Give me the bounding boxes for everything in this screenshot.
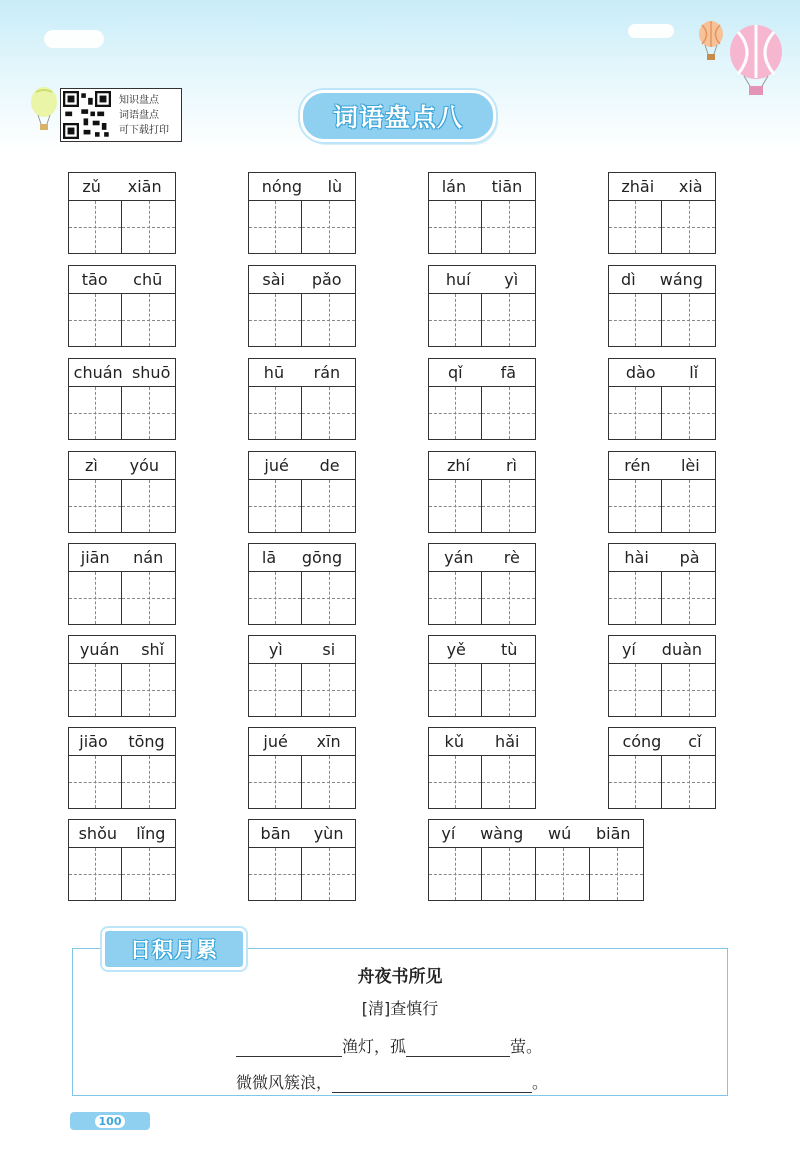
- tianzige-cell[interactable]: [428, 479, 482, 533]
- pinyin-syllable: yùn: [313, 824, 344, 843]
- pinyin-row: [608, 727, 716, 755]
- word-box: [68, 265, 176, 347]
- tianzige-cell[interactable]: [428, 200, 482, 254]
- word-box: [248, 265, 356, 347]
- tianzige-cell[interactable]: [482, 663, 536, 717]
- word-box: [428, 635, 536, 717]
- word-box: [248, 635, 356, 717]
- tianzige-cell[interactable]: [662, 200, 716, 254]
- page-title: 词语盘点八: [332, 103, 463, 132]
- tianzige-cell[interactable]: [248, 755, 302, 809]
- tianzige-cell[interactable]: [68, 386, 122, 440]
- pinyin-syllable: yì: [268, 640, 283, 659]
- tianzige-cell[interactable]: [662, 293, 716, 347]
- pinyin-syllable: shǐ: [141, 640, 165, 659]
- writing-cells: [248, 200, 356, 254]
- pinyin-syllable: tù: [501, 640, 518, 659]
- word-box: [608, 451, 716, 533]
- writing-cells: [428, 755, 536, 809]
- pinyin-syllable: tiān: [491, 177, 523, 196]
- pinyin-row: [428, 635, 536, 663]
- word-box: [68, 172, 176, 254]
- pinyin-syllable: de: [319, 456, 340, 475]
- writing-cells: [608, 479, 716, 533]
- tianzige-cell[interactable]: [68, 755, 122, 809]
- pinyin-row: [248, 635, 356, 663]
- pinyin-syllable: lā: [261, 548, 277, 567]
- word-box: [68, 635, 176, 717]
- tianzige-cell[interactable]: [248, 571, 302, 625]
- pinyin-syllable: yí: [621, 640, 636, 659]
- tianzige-cell[interactable]: [482, 200, 536, 254]
- pinyin-row: [248, 727, 356, 755]
- tianzige-cell[interactable]: [122, 200, 176, 254]
- pinyin-row: [248, 451, 356, 479]
- pinyin-row: [428, 543, 536, 571]
- pinyin-syllable: hū: [263, 363, 285, 382]
- word-box: [248, 172, 356, 254]
- pinyin-syllable: fā: [500, 363, 516, 382]
- word-box: [608, 543, 716, 625]
- qr-caption-line: 知识盘点: [119, 94, 159, 106]
- tianzige-cell[interactable]: [482, 479, 536, 533]
- pinyin-syllable: hài: [624, 548, 649, 567]
- balloon-icon-large: [726, 24, 786, 96]
- tianzige-cell[interactable]: [248, 293, 302, 347]
- word-box: [68, 358, 176, 440]
- pinyin-syllable: xià: [678, 177, 703, 196]
- pinyin-syllable: cóng: [622, 732, 662, 751]
- pinyin-syllable: zì: [84, 456, 98, 475]
- pinyin-row: [608, 265, 716, 293]
- tianzige-cell[interactable]: [662, 479, 716, 533]
- pinyin-syllable: cǐ: [688, 732, 702, 751]
- pinyin-row: [428, 172, 536, 200]
- tianzige-cell[interactable]: [302, 755, 356, 809]
- pinyin-syllable: shǒu: [78, 824, 117, 843]
- pinyin-row: [68, 451, 176, 479]
- pinyin-syllable: yán: [444, 548, 474, 567]
- tianzige-cell[interactable]: [68, 663, 122, 717]
- pinyin-syllable: pà: [679, 548, 700, 567]
- pinyin-syllable: zhāi: [621, 177, 655, 196]
- writing-cells: [248, 293, 356, 347]
- pinyin-syllable: lèi: [680, 456, 700, 475]
- qr-code-icon[interactable]: [63, 91, 111, 139]
- tianzige-cell[interactable]: [536, 847, 590, 901]
- tianzige-cell[interactable]: [428, 386, 482, 440]
- pinyin-row: [248, 819, 356, 847]
- writing-cells: [428, 663, 536, 717]
- tianzige-cell[interactable]: [482, 571, 536, 625]
- pinyin-row: [608, 635, 716, 663]
- pinyin-row: [248, 172, 356, 200]
- tianzige-cell[interactable]: [248, 663, 302, 717]
- pinyin-syllable: yì: [504, 270, 519, 289]
- pinyin-syllable: zǔ: [82, 177, 101, 196]
- tianzige-cell[interactable]: [68, 479, 122, 533]
- writing-cells: [608, 293, 716, 347]
- pinyin-syllable: rè: [503, 548, 520, 567]
- word-box: [68, 543, 176, 625]
- writing-cells: [608, 663, 716, 717]
- poem-title: 舟夜书所见: [357, 967, 443, 987]
- tianzige-cell[interactable]: [482, 386, 536, 440]
- pinyin-syllable: duàn: [661, 640, 703, 659]
- word-box: [248, 451, 356, 533]
- poem-text: 。: [532, 1073, 549, 1092]
- qr-caption: [119, 93, 169, 138]
- pinyin-syllable: chū: [133, 270, 163, 289]
- word-box: [608, 265, 716, 347]
- pinyin-syllable: rén: [624, 456, 651, 475]
- word-box: [248, 543, 356, 625]
- pinyin-syllable: yóu: [129, 456, 160, 475]
- pinyin-row: [428, 358, 536, 386]
- fill-blank[interactable]: [236, 1038, 342, 1057]
- tianzige-cell[interactable]: [68, 847, 122, 901]
- pinyin-row: [68, 265, 176, 293]
- tianzige-cell[interactable]: [608, 571, 662, 625]
- pinyin-row: [428, 265, 536, 293]
- tianzige-cell[interactable]: [302, 847, 356, 901]
- word-box: [608, 635, 716, 717]
- writing-cells: [248, 847, 356, 901]
- fill-blank[interactable]: [406, 1038, 510, 1057]
- pinyin-syllable: wáng: [659, 270, 703, 289]
- writing-cells: [68, 755, 176, 809]
- tianzige-cell[interactable]: [248, 479, 302, 533]
- writing-cells: [608, 571, 716, 625]
- tianzige-cell[interactable]: [428, 293, 482, 347]
- tianzige-cell[interactable]: [608, 479, 662, 533]
- writing-cells: [608, 755, 716, 809]
- word-box: [428, 358, 536, 440]
- pinyin-syllable: rì: [505, 456, 517, 475]
- tianzige-cell[interactable]: [122, 571, 176, 625]
- writing-cells: [68, 571, 176, 625]
- writing-cells: [428, 847, 644, 901]
- tianzige-cell[interactable]: [428, 755, 482, 809]
- pinyin-row: [68, 358, 176, 386]
- tianzige-cell[interactable]: [302, 386, 356, 440]
- tianzige-cell[interactable]: [482, 755, 536, 809]
- tianzige-cell[interactable]: [248, 200, 302, 254]
- pinyin-row: [608, 451, 716, 479]
- word-box: [428, 172, 536, 254]
- pinyin-syllable: dì: [621, 270, 636, 289]
- page-title-badge: [300, 90, 496, 142]
- word-box: [68, 727, 176, 809]
- cloud-left: [44, 30, 104, 48]
- pinyin-syllable: jiāo: [79, 732, 108, 751]
- pinyin-row: [608, 543, 716, 571]
- pinyin-syllable: chuán: [73, 363, 123, 382]
- pinyin-syllable: jué: [264, 456, 289, 475]
- pinyin-syllable: lù: [327, 177, 343, 196]
- pinyin-syllable: rán: [313, 363, 341, 382]
- tianzige-cell[interactable]: [608, 293, 662, 347]
- pinyin-syllable: yuán: [79, 640, 120, 659]
- pinyin-syllable: jué: [263, 732, 288, 751]
- pinyin-row: [608, 172, 716, 200]
- pinyin-syllable: yě: [446, 640, 466, 659]
- qr-download-panel: [60, 88, 182, 142]
- pinyin-syllable: tōng: [128, 732, 165, 751]
- pinyin-syllable: wàng: [480, 824, 524, 843]
- qr-caption-line: 可下载打印: [119, 124, 169, 136]
- word-box: [248, 358, 356, 440]
- pinyin-syllable: kǔ: [444, 732, 464, 751]
- pinyin-syllable: xiān: [127, 177, 162, 196]
- pinyin-syllable: sài: [262, 270, 285, 289]
- poem-line-1: [236, 1034, 542, 1057]
- tianzige-cell[interactable]: [122, 293, 176, 347]
- pinyin-row: [68, 727, 176, 755]
- pinyin-syllable: yí: [441, 824, 456, 843]
- writing-cells: [248, 479, 356, 533]
- tianzige-cell[interactable]: [608, 755, 662, 809]
- word-box: [428, 727, 536, 809]
- pinyin-syllable: gōng: [301, 548, 343, 567]
- writing-cells: [248, 386, 356, 440]
- pinyin-syllable: pǎo: [311, 270, 342, 289]
- pinyin-syllable: si: [322, 640, 336, 659]
- word-box: [68, 819, 176, 901]
- poem-text: 微微风簇浪，: [236, 1073, 333, 1092]
- writing-cells: [428, 293, 536, 347]
- writing-cells: [248, 571, 356, 625]
- pinyin-syllable: wú: [548, 824, 572, 843]
- tianzige-cell[interactable]: [482, 847, 536, 901]
- tianzige-cell[interactable]: [608, 663, 662, 717]
- pinyin-syllable: qǐ: [447, 363, 463, 382]
- tianzige-cell[interactable]: [302, 663, 356, 717]
- pinyin-row: [428, 451, 536, 479]
- pinyin-syllable: huí: [445, 270, 471, 289]
- tianzige-cell[interactable]: [428, 663, 482, 717]
- writing-cells: [428, 200, 536, 254]
- writing-cells: [428, 479, 536, 533]
- tianzige-cell[interactable]: [590, 847, 644, 901]
- writing-cells: [248, 755, 356, 809]
- tianzige-cell[interactable]: [608, 386, 662, 440]
- pinyin-row: [248, 265, 356, 293]
- writing-cells: [68, 663, 176, 717]
- pinyin-syllable: tāo: [81, 270, 108, 289]
- tianzige-cell[interactable]: [302, 293, 356, 347]
- writing-cells: [68, 386, 176, 440]
- tianzige-cell[interactable]: [122, 847, 176, 901]
- pinyin-row: [248, 543, 356, 571]
- pinyin-syllable: dào: [625, 363, 656, 382]
- tianzige-cell[interactable]: [122, 386, 176, 440]
- pinyin-syllable: hǎi: [495, 732, 520, 751]
- pinyin-syllable: nán: [133, 548, 164, 567]
- pinyin-syllable: nóng: [261, 177, 303, 196]
- tianzige-cell[interactable]: [662, 755, 716, 809]
- cloud-right: [628, 24, 674, 38]
- pinyin-syllable: bān: [260, 824, 291, 843]
- word-box: [248, 727, 356, 809]
- writing-cells: [608, 200, 716, 254]
- pinyin-row: [428, 819, 644, 847]
- word-box: [428, 819, 644, 901]
- tianzige-cell[interactable]: [662, 386, 716, 440]
- pinyin-row: [248, 358, 356, 386]
- tianzige-cell[interactable]: [68, 293, 122, 347]
- tianzige-cell[interactable]: [122, 663, 176, 717]
- word-box: [608, 358, 716, 440]
- tianzige-cell[interactable]: [428, 571, 482, 625]
- pinyin-syllable: zhí: [446, 456, 470, 475]
- balloon-icon-small: [696, 20, 726, 64]
- pinyin-syllable: lǐ: [689, 363, 699, 382]
- tianzige-cell[interactable]: [302, 479, 356, 533]
- pinyin-row: [68, 543, 176, 571]
- pinyin-syllable: xīn: [316, 732, 341, 751]
- pinyin-row: [68, 635, 176, 663]
- writing-cells: [248, 663, 356, 717]
- tianzige-cell[interactable]: [68, 571, 122, 625]
- tianzige-cell[interactable]: [482, 293, 536, 347]
- pinyin-syllable: lán: [441, 177, 467, 196]
- word-box: [428, 265, 536, 347]
- writing-cells: [428, 386, 536, 440]
- balloon-icon-left: [28, 86, 60, 132]
- page-number-tab: [70, 1112, 150, 1130]
- writing-cells: [68, 293, 176, 347]
- tianzige-cell[interactable]: [122, 755, 176, 809]
- qr-caption-line: 词语盘点: [119, 109, 159, 121]
- tianzige-cell[interactable]: [662, 571, 716, 625]
- page-number: 100: [95, 1115, 126, 1128]
- tianzige-cell[interactable]: [608, 200, 662, 254]
- poem-text: 渔灯，孤: [342, 1037, 407, 1056]
- writing-cells: [428, 571, 536, 625]
- section-label: 日积月累: [130, 938, 218, 962]
- writing-cells: [68, 847, 176, 901]
- tianzige-cell[interactable]: [662, 663, 716, 717]
- tianzige-cell[interactable]: [428, 847, 482, 901]
- tianzige-cell[interactable]: [302, 200, 356, 254]
- writing-cells: [608, 386, 716, 440]
- pinyin-row: [608, 358, 716, 386]
- pinyin-syllable: jiān: [80, 548, 110, 567]
- tianzige-cell[interactable]: [248, 386, 302, 440]
- word-box: [428, 543, 536, 625]
- pinyin-row: [428, 727, 536, 755]
- word-box: [68, 451, 176, 533]
- tianzige-cell[interactable]: [302, 571, 356, 625]
- poem-text: 萤。: [510, 1037, 543, 1056]
- tianzige-cell[interactable]: [248, 847, 302, 901]
- pinyin-syllable: lǐng: [136, 824, 166, 843]
- pinyin-row: [68, 172, 176, 200]
- word-box: [608, 172, 716, 254]
- word-box: [248, 819, 356, 901]
- poem-line-2: [236, 1070, 548, 1093]
- writing-cells: [68, 200, 176, 254]
- pinyin-row: [68, 819, 176, 847]
- writing-cells: [68, 479, 176, 533]
- tianzige-cell[interactable]: [122, 479, 176, 533]
- word-box: [428, 451, 536, 533]
- pinyin-syllable: biān: [596, 824, 631, 843]
- word-box: [608, 727, 716, 809]
- tianzige-cell[interactable]: [68, 200, 122, 254]
- fill-blank[interactable]: [332, 1074, 532, 1093]
- poem-author: [清]查慎行: [361, 999, 439, 1018]
- pinyin-syllable: shuō: [131, 363, 171, 382]
